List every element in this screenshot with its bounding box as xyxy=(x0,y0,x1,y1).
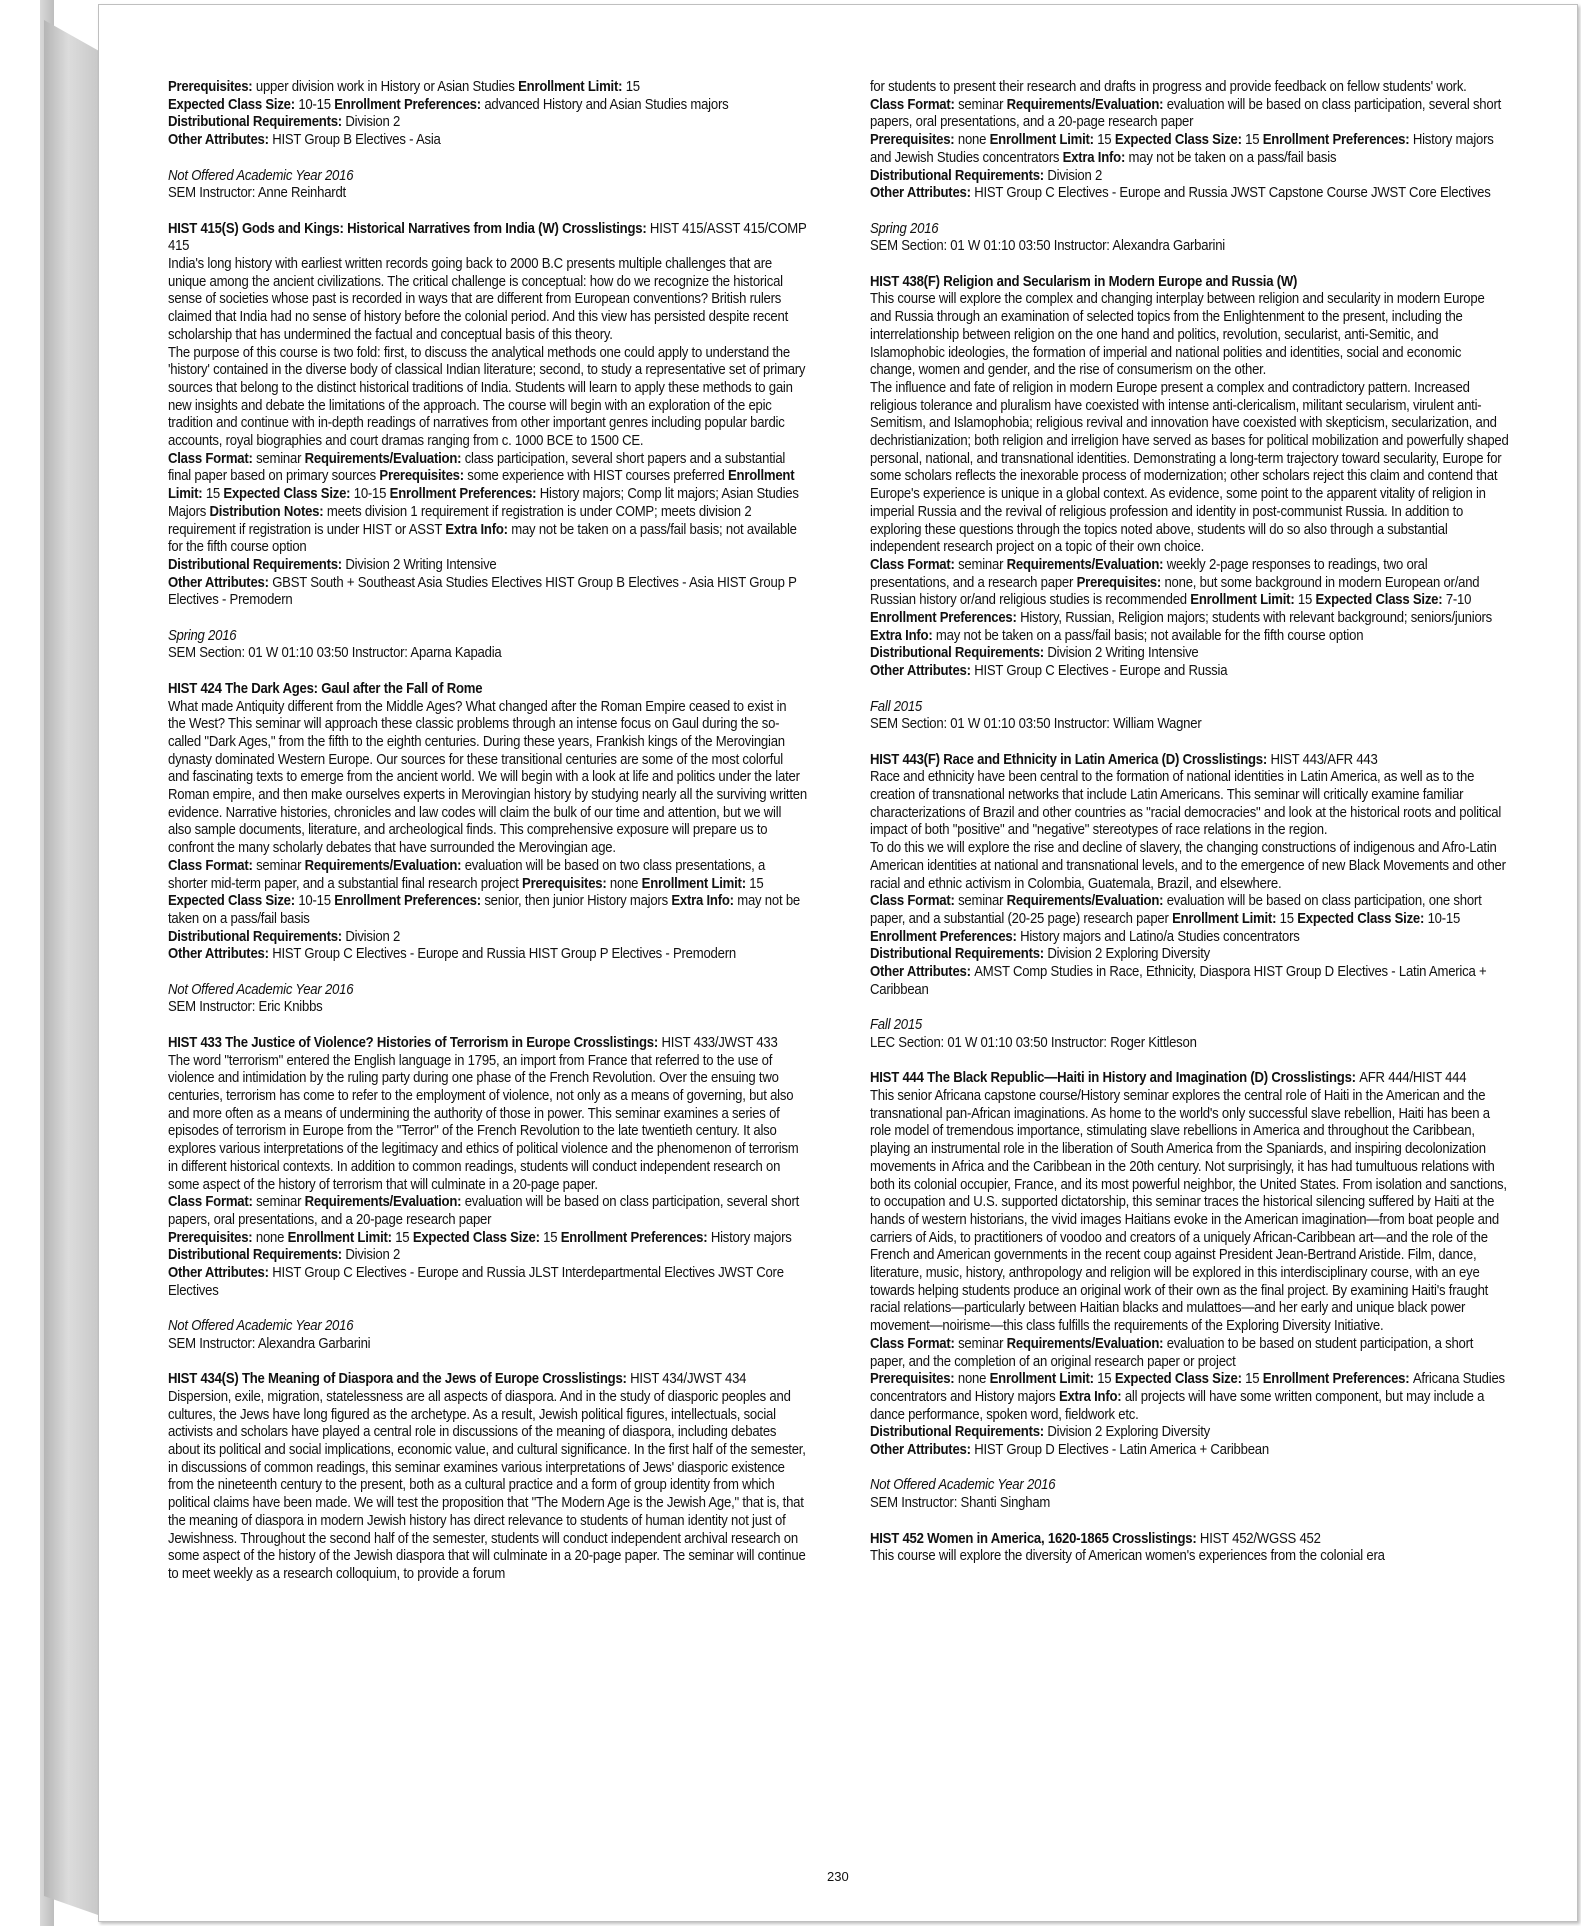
field-value: SEM Section: 01 W 01:10 03:50 Instructor: Alexandra Garbarini xyxy=(870,238,1225,255)
field-value: 15 xyxy=(1297,592,1316,609)
section-gap xyxy=(168,964,807,982)
field-label: Enrollment Limit: xyxy=(287,1229,396,1246)
field-value: 10-15 xyxy=(298,893,335,910)
course-text xyxy=(168,699,807,858)
field-label: Distributional Requirements: xyxy=(168,114,346,131)
field-value: HIST 452/WGSS 452 xyxy=(1199,1530,1321,1547)
field-label: Extra Info: xyxy=(445,521,512,538)
term-heading: Not Offered Academic Year 2016 xyxy=(870,1477,1056,1494)
course-text xyxy=(870,663,1509,681)
field-label: Requirements/Evaluation: xyxy=(304,857,465,874)
field-value: 7-10 xyxy=(1445,592,1472,609)
section-gap xyxy=(870,1053,1509,1071)
field-value: senior, then junior History majors xyxy=(484,893,672,910)
field-label: Enrollment Limit: xyxy=(518,79,626,95)
course-text xyxy=(870,168,1509,186)
field-label: HIST 452 Women in America, 1620-1865 Crosslistings: xyxy=(870,1530,1200,1547)
field-value: 15 xyxy=(205,486,224,503)
field-value: seminar xyxy=(958,1335,1007,1352)
course-text xyxy=(168,929,807,947)
field-value: evaluation will be based on class participation, several short papers, oral presentations, and a 20-page research paper xyxy=(870,96,1502,131)
field-value: 10-15 xyxy=(298,96,335,113)
field-label: Enrollment Limit: xyxy=(1172,910,1280,927)
field-label: Enrollment Limit: xyxy=(989,1371,1098,1388)
field-label: Prerequisites: xyxy=(522,875,610,892)
course-text xyxy=(870,291,1509,380)
field-value: none, but some background in modern European or/and Russian history or/and religious studies is recommended xyxy=(870,574,1480,609)
field-value: none xyxy=(957,132,990,149)
field-label: Enrollment Preferences: xyxy=(1262,132,1413,149)
term-heading: Spring 2016 xyxy=(168,627,237,644)
field-value: This course will explore the diversity of American women's experiences from the colonial era xyxy=(870,1548,1385,1565)
field-value: Division 2 xyxy=(345,114,401,131)
field-value: SEM Instructor: Eric Knibbs xyxy=(168,999,323,1016)
field-label: Enrollment Preferences: xyxy=(1262,1371,1413,1388)
section-gap xyxy=(168,663,807,681)
field-value: none xyxy=(609,875,642,892)
field-label: Expected Class Size: xyxy=(1114,1371,1246,1388)
field-label: Enrollment Preferences: xyxy=(334,96,485,113)
field-label: Extra Info: xyxy=(671,893,738,910)
field-label: HIST 438(F) Religion and Secularism in Modern Europe and Russia (W) xyxy=(870,273,1298,290)
field-label: Distributional Requirements: xyxy=(870,946,1048,963)
section-gap xyxy=(870,1513,1509,1531)
field-label: HIST 434(S) The Meaning of Diaspora and the Jews of Europe Crosslistings: xyxy=(168,1371,631,1388)
course-text xyxy=(870,557,1509,646)
field-label: Enrollment Preferences: xyxy=(334,893,485,910)
field-label: Class Format: xyxy=(870,556,959,573)
field-value: Division 2 Writing Intensive xyxy=(1047,645,1199,662)
field-label: Extra Info: xyxy=(1062,149,1129,166)
field-value: Division 2 xyxy=(1047,167,1103,184)
field-value: some experience with HIST courses preferred xyxy=(467,468,728,485)
field-value: 15 xyxy=(749,875,764,892)
course-title xyxy=(168,681,807,699)
book-spine xyxy=(44,20,98,1915)
field-value: GBST South + Southeast Asia Studies Electives HIST Group B Electives - Asia HIST Group P Electives - Premodern xyxy=(168,574,797,609)
field-label: Prerequisites: xyxy=(870,132,958,149)
field-value: HIST Group C Electives - Europe and Russia JWST Capstone Course JWST Core Electives xyxy=(974,185,1491,202)
field-value: evaluation will be based on class participation, several short papers, oral presentations, and a 20-page research paper xyxy=(168,1194,800,1228)
field-value: evaluation to be based on student participation, a short paper, and the completion of an original research paper or project xyxy=(870,1335,1474,1370)
course-text xyxy=(870,1548,1509,1566)
field-label: Requirements/Evaluation: xyxy=(1006,893,1167,910)
course-text xyxy=(870,716,1509,734)
field-value: History, Russian, Religion majors; students with relevant background; seniors/juniors xyxy=(1020,610,1493,627)
field-value: AMST Comp Studies in Race, Ethnicity, Diaspora HIST Group D Electives - Latin America + Caribbean xyxy=(870,964,1487,998)
field-label: Requirements/Evaluation: xyxy=(1006,1335,1167,1352)
course-text xyxy=(870,946,1509,964)
field-value: 15 xyxy=(1279,910,1298,927)
field-value: LEC Section: 01 W 01:10 03:50 Instructor: Roger Kittleson xyxy=(870,1034,1197,1051)
field-value: seminar xyxy=(256,857,305,874)
field-label: Class Format: xyxy=(168,1194,257,1211)
section-gap xyxy=(870,256,1509,274)
course-text xyxy=(168,575,807,610)
course-text xyxy=(168,1053,807,1195)
course-text xyxy=(870,964,1509,999)
field-value: Dispersion, exile, migration, statelessness are all aspects of diaspora. And in the study of diasporic peoples and cultures, the Jews have long figured as the archetype. As a result, Jewish political figures, intellectuals, social activists and scholars have played a central role in discussions of the meaning of diaspora, including debates about its political and social implications, economic value, and cultural significance. In the first half of the semester, in discussions of common readings, this seminar examines various interpretations of Jews' diasporic existence from the nineteenth century to the present, both as a cultural practice and a form of group identity from which political claims have been made. We will test the proposition that "The Modern Age is the Jewish Age," that is, that the meaning of diaspora in modern Jewish history has direct relevance to students of human identity not just of Jewishness. Throughout the second half of the semester, students will conduct independent archival research on some aspect of the history of the Jewish diaspora that will culminate in a 20-page paper. The seminar will continue to meet weekly as a research colloquium, to provide a forum xyxy=(168,1388,806,1582)
field-label: Expected Class Size: xyxy=(1114,132,1246,149)
course-text xyxy=(168,79,807,97)
field-label: Distributional Requirements: xyxy=(168,928,346,945)
course-title xyxy=(870,274,1509,292)
field-value: This course will explore the complex and changing interplay between religion and secularity in modern Europe and Russia through an examination of selected topics from the Enlightenment to the present, including the interrelationship between religion on the one hand and politics, revolution, secularist, anti-Semitic, and Islamophobic ideologies, the formation of imperial and national polities and identities, social and economic change, women and gender, and the rise of consumerism on the other. xyxy=(870,291,1485,379)
field-value: HIST Group B Electives - Asia xyxy=(272,132,441,149)
field-value: may not be taken on a pass/fail basis xyxy=(1128,149,1337,166)
field-value: all projects will have some written component, but may include a dance performance, spoken word, fieldwork etc. xyxy=(870,1388,1485,1423)
term-heading: Spring 2016 xyxy=(870,220,939,237)
course-text xyxy=(870,132,1509,167)
field-label: Other Attributes: xyxy=(870,964,975,981)
field-label: Other Attributes: xyxy=(168,574,273,591)
field-label: Requirements/Evaluation: xyxy=(304,1194,465,1211)
field-value: The word "terrorism" entered the English language in 1795, an import from France that referred to the use of violence and intimidation by the ruling party during one phase of the French Revolution. Over the ensuing two centuries, terrorism has come to refer to the employment of violence, not only as a means of governing, but also and more often as a means of undermining the authority of those in power. This seminar examines a series of episodes of terrorism in Europe from the "Terror" of the French Revolution to the late twentieth century. It also explores various interpretations of the legitimacy and ethics of political violence and the phenomenon of terrorism in different historical contexts. In addition to common readings, students will conduct independent research on some aspect of the history of terrorism that will culminate in a 20-page paper. xyxy=(168,1052,799,1193)
right-column xyxy=(870,79,1509,1566)
field-value: History majors and Latino/a Studies concentrators xyxy=(1020,928,1300,945)
field-label: Prerequisites: xyxy=(168,1229,256,1246)
field-label: Other Attributes: xyxy=(168,946,273,963)
course-text xyxy=(168,1265,807,1300)
field-label: Class Format: xyxy=(168,450,257,467)
field-label: Prerequisites: xyxy=(1076,574,1165,591)
field-value: seminar xyxy=(958,893,1007,910)
field-label: Enrollment Limit: xyxy=(1190,592,1298,609)
field-label: HIST 433 The Justice of Violence? Histories of Terrorism in Europe Crosslistings: xyxy=(168,1034,662,1051)
field-value: HIST Group C Electives - Europe and Russia xyxy=(974,663,1228,680)
field-label: Distributional Requirements: xyxy=(168,556,346,573)
course-title xyxy=(168,1035,807,1053)
field-value: Division 2 Exploring Diversity xyxy=(1047,1424,1210,1441)
course-text xyxy=(870,893,1509,946)
field-value: 15 xyxy=(1245,1371,1263,1388)
course-text xyxy=(168,999,807,1017)
course-text xyxy=(870,840,1509,893)
course-text xyxy=(870,1088,1509,1336)
field-value: SEM Section: 01 W 01:10 03:50 Instructor: William Wagner xyxy=(870,716,1202,733)
term-heading: Not Offered Academic Year 2016 xyxy=(168,981,354,998)
field-value: 10-15 xyxy=(1427,910,1461,927)
section-gap xyxy=(870,1460,1509,1478)
course-text xyxy=(870,1035,1509,1053)
field-value: Division 2 xyxy=(345,1247,401,1264)
field-label: HIST 443(F) Race and Ethnicity in Latin America (D) Crosslistings: xyxy=(870,751,1271,768)
field-value: HIST Group C Electives - Europe and Russia JLST Interdepartmental Electives JWST Core Electives xyxy=(168,1265,784,1299)
field-label: Other Attributes: xyxy=(168,1265,273,1282)
course-text xyxy=(168,858,807,929)
field-label: Expected Class Size: xyxy=(168,893,299,910)
course-title xyxy=(870,1531,1509,1549)
field-value: seminar xyxy=(256,450,305,467)
section-gap xyxy=(870,734,1509,752)
field-value: HIST 434/JWST 434 xyxy=(630,1371,747,1388)
course-text xyxy=(168,345,807,451)
field-value: SEM Section: 01 W 01:10 03:50 Instructor: Aparna Kapadia xyxy=(168,645,502,662)
course-text xyxy=(168,132,807,150)
field-value: none xyxy=(957,1371,990,1388)
course-text xyxy=(168,1389,807,1584)
course-text xyxy=(168,557,807,575)
course-text xyxy=(870,769,1509,840)
course-text xyxy=(168,1336,807,1354)
field-value: upper division work in History or Asian Studies xyxy=(255,79,519,95)
course-text xyxy=(168,114,807,132)
section-gap xyxy=(168,1354,807,1372)
field-value: weekly 2-page responses to readings, two oral presentations, and a research paper xyxy=(870,556,1428,591)
course-text xyxy=(168,645,807,663)
field-value: 15 xyxy=(1245,132,1263,149)
field-label: Extra Info: xyxy=(870,627,936,644)
field-value: HIST Group C Electives - Europe and Russia HIST Group P Electives - Premodern xyxy=(272,946,736,963)
course-text xyxy=(168,946,807,964)
field-label: Other Attributes: xyxy=(870,663,975,680)
field-label: Distributional Requirements: xyxy=(870,645,1048,662)
field-value: 15 xyxy=(1097,1371,1115,1388)
field-value: 15 xyxy=(543,1229,561,1246)
field-value: class participation, several short papers and a substantial final paper based on primary sources xyxy=(168,450,786,485)
course-text xyxy=(870,1495,1509,1513)
field-value: advanced History and Asian Studies majors xyxy=(484,96,729,113)
field-value: none xyxy=(255,1229,288,1246)
term-heading: Fall 2015 xyxy=(870,698,923,715)
field-label: Expected Class Size: xyxy=(1297,910,1428,927)
field-label: Class Format: xyxy=(870,96,959,113)
field-label: Requirements/Evaluation: xyxy=(304,450,465,467)
field-label: Distributional Requirements: xyxy=(168,1247,346,1264)
field-value: SEM Instructor: Shanti Singham xyxy=(870,1495,1051,1512)
field-value: The purpose of this course is two fold: first, to discuss the analytical methods one could apply to understand the 'history' contained in the diverse body of classical Indian literature; second, to study a representative set of primary sources that belong to the distinct historical traditions of India. Students will learn to apply these methods to gain new insights and debate the limitations of the approach. The course will begin with an exploration of the epic tradition and continue with in-depth readings of narratives from other important genres including popular bardic accounts, royal biographies and court dramas ranging from c. 1000 BCE to 1500 CE. xyxy=(168,344,806,450)
course-title xyxy=(168,221,807,256)
field-value: This senior Africana capstone course/History seminar explores the central role of Haiti in the American and the transnational pan-African imaginations. As home to the world's only successful slave rebellion, Haiti has been a role model of tremendous importance, stimulating slave rebellions in America and throughout the Caribbean, playing an instrumental role in the liberation of South America from the Spaniards, and inspiring decolonization movements in Africa and the Caribbean in the 20th century. Not surprisingly, it has had tumultuous relations with both its colonial occupier, France, and its most powerful neighbor, the United States. From isolation and sanctions, to occupation and U.S. supported dictatorship, this seminar traces the historical silencing suffered by Haiti at the hands of western historians, the vivid images Haitians evoke in the American imagination—from boat people and carriers of Aids, to practitioners of voodoo and creators of a uniquely African-Caribbean art—and the role of the French and American governments in the recent coup against President Jean-Bertrand Aristide. Film, dance, literature, music, history, anthropology and religion will be explored in this interdisciplinary course, with an eye towards helping students produce an original work of their own as the final project. By examining Haiti's fraught racial relations—particularly between Haitian blacks and mulattoes—and her early and unique black power movement—noirisme—this class fulfills the requirements of the Exploring Diversity Initiative. xyxy=(870,1087,1507,1335)
field-label: Expected Class Size: xyxy=(223,486,354,503)
field-label: Expected Class Size: xyxy=(1315,592,1446,609)
field-value: 15 xyxy=(625,79,640,95)
field-label: Enrollment Preferences: xyxy=(389,486,540,503)
section-gap xyxy=(870,203,1509,221)
term-heading: Not Offered Academic Year 2016 xyxy=(168,1318,354,1335)
course-text xyxy=(168,1194,807,1229)
field-label: HIST 424 The Dark Ages: Gaul after the Fall of Rome xyxy=(168,680,483,697)
field-value: SEM Instructor: Anne Reinhardt xyxy=(168,185,346,202)
field-value: What made Antiquity different from the Middle Ages? What changed after the Roman Empire ceased to exist in the West? This seminar will approach these classic problems through an intense focus on Gaul during the so-called "Dark Ages," from the fifth to the eighth centuries. During these years, Frankish kings of the Merovingian dynasty dominated Western Europe. Our sources for these transitional centuries are some of the most colorful and fascinating texts to emerge from the ancient world. We will begin with a look at life and politics under the later Roman empire, and then make ourselves experts in Merovingian history by studying nearly all the surviving written evidence. Narrative histories, chronicles and law codes will claim the bulk of our time and attention, but we will also sample documents, literature, and archeological finds. This comprehensive exposure will prepare us to confront the many scholarly debates that have surrounded the Merovingian age. xyxy=(168,698,807,857)
section-gap xyxy=(168,1017,807,1035)
field-value: To do this we will explore the rise and decline of slavery, the changing constructions of indigenous and Afro-Latin American identities at national and transnational levels, and to the emergence of new Black Movements and other racial and ethnic activism in Colombia, Guatemala, Brazil, and elsewhere. xyxy=(870,840,1506,892)
field-value: 10-15 xyxy=(353,486,390,503)
field-value: Division 2 xyxy=(345,928,401,945)
field-label: HIST 415(S) Gods and Kings: Historical Narratives from India (W) Crosslistings: xyxy=(168,220,650,237)
field-value: seminar xyxy=(958,556,1007,573)
course-text xyxy=(168,1230,807,1248)
field-label: Extra Info: xyxy=(1058,1388,1125,1405)
course-text xyxy=(870,79,1509,97)
course-text xyxy=(168,256,807,345)
field-label: Enrollment Preferences: xyxy=(560,1229,711,1246)
field-value: may not be taken on a pass/fail basis xyxy=(168,893,800,927)
field-value: HIST 443/AFR 443 xyxy=(1270,751,1378,768)
course-text xyxy=(870,185,1509,203)
field-value: Division 2 Writing Intensive xyxy=(345,556,497,573)
field-value: may not be taken on a pass/fail basis; not available for the fifth course option xyxy=(935,627,1364,644)
field-value: History majors and Jewish Studies concentrators xyxy=(870,132,1494,166)
field-value: The influence and fate of religion in modern Europe present a complex and contradictory pattern. Increased religious tolerance and pluralism have coexisted with intense anti-clericalism, militant secularism, virulent anti-Semitism, and Islamophobia; religious revival and innovation have coexisted with skepticism, secularization, and dechristianization; both religion and irreligion have served as bases for political mobilization and powerfully shaped personal, national, and transnational identities. Demonstrating a long-term trajectory toward secularity, Europe for some scholars reflects the inexorable process of modernization; other scholars reject this claim and contend that Europe's experience is unique in a global context. As evidence, some point to the apparent vitality of religion in imperial Russia and the revival of religious profession and identity in post-communist Russia. In addition to exploring these questions through the topics noted above, students will do so also through a substantial independent research project on a topic of their own choice. xyxy=(870,379,1509,556)
section-gap xyxy=(168,610,807,628)
field-label: Other Attributes: xyxy=(870,1442,975,1459)
section-gap xyxy=(168,203,807,221)
field-label: Enrollment Limit: xyxy=(641,875,750,892)
course-text xyxy=(870,1336,1509,1371)
field-value: SEM Instructor: Alexandra Garbarini xyxy=(168,1335,371,1352)
course-text xyxy=(870,645,1509,663)
field-value: AFR 444/HIST 444 xyxy=(1359,1070,1467,1087)
field-value: 15 xyxy=(1097,132,1115,149)
field-label: Enrollment Preferences: xyxy=(870,610,1021,627)
course-text xyxy=(870,380,1509,557)
field-label: Enrollment Limit: xyxy=(989,132,1098,149)
field-value: for students to present their research and drafts in progress and provide feedback on fellow students' work. xyxy=(870,79,1467,95)
field-value: Africana Studies concentrators and History majors xyxy=(870,1371,1505,1405)
page-number: 230 xyxy=(827,1869,849,1884)
field-label: Requirements/Evaluation: xyxy=(1006,96,1167,113)
course-text xyxy=(870,1371,1509,1424)
field-label: Distribution Notes: xyxy=(209,503,327,520)
field-value: History majors xyxy=(710,1229,792,1246)
field-label: Prerequisites: xyxy=(168,79,256,95)
course-text xyxy=(168,1247,807,1265)
term-heading: Not Offered Academic Year 2016 xyxy=(168,167,354,184)
field-label: Prerequisites: xyxy=(379,468,468,485)
course-text xyxy=(870,238,1509,256)
section-gap xyxy=(870,681,1509,699)
left-column xyxy=(168,79,807,1584)
section-gap xyxy=(168,1300,807,1318)
section-gap xyxy=(168,150,807,168)
course-text xyxy=(870,97,1509,132)
field-label: Class Format: xyxy=(870,893,959,910)
field-label: Class Format: xyxy=(870,1335,959,1352)
field-label: Distributional Requirements: xyxy=(870,1424,1048,1441)
course-title xyxy=(870,752,1509,770)
field-label: Expected Class Size: xyxy=(168,96,299,113)
course-text xyxy=(168,185,807,203)
field-value: Division 2 Exploring Diversity xyxy=(1047,946,1210,963)
field-value: History majors; Comp lit majors; Asian Studies Majors xyxy=(168,486,799,520)
field-label: Enrollment Limit: xyxy=(168,468,795,503)
field-value: may not be taken on a pass/fail basis; not available for the fifth course option xyxy=(168,521,797,556)
field-label: Other Attributes: xyxy=(168,132,273,149)
course-text xyxy=(870,1424,1509,1442)
course-text xyxy=(870,1442,1509,1460)
field-value: evaluation will be based on two class presentations, a shorter mid-term paper, and a substantial final research project xyxy=(168,857,766,892)
course-title xyxy=(168,1371,807,1389)
section-gap xyxy=(870,1000,1509,1018)
field-label: Class Format: xyxy=(168,857,257,874)
field-label: Expected Class Size: xyxy=(412,1229,544,1246)
field-label: Requirements/Evaluation: xyxy=(1006,556,1167,573)
field-value: India's long history with earliest written records going back to 2000 B.C presents multiple challenges that are unique among the ancient civilizations. The critical challenge is conceptual: how do we recognize the historical sense of societies whose past is recorded in ways that are different from European conventions? British rulers claimed that India had no sense of history before the colonial period. And this view has persisted despite recent scholarship that has undermined the factual and conceptual basis of this theory. xyxy=(168,256,789,343)
field-label: Other Attributes: xyxy=(870,185,975,202)
field-value: HIST 415/ASST 415/COMP 415 xyxy=(168,220,807,255)
field-label: HIST 444 The Black Republic—Haiti in History and Imagination (D) Crosslistings: xyxy=(870,1070,1360,1087)
field-value: meets division 1 requirement if registration is under COMP; meets division 2 requirement if registration is under HIST or ASST xyxy=(168,503,752,538)
field-value: HIST 433/JWST 433 xyxy=(661,1034,778,1051)
field-value: evaluation will be based on class participation, one short paper, and a substantial (20-25 page) research paper xyxy=(870,893,1482,927)
term-heading: Fall 2015 xyxy=(870,1017,923,1034)
course-text xyxy=(168,451,807,557)
field-label: Prerequisites: xyxy=(870,1371,958,1388)
field-value: Race and ethnicity have been central to the formation of national identities in Latin America, as well as to the creation of transnational networks that include Latin Americans. This seminar will critically examine familiar characterizations of Brazil and other countries as "racial democracies" and look at the historical roots and political impact of both "positive" and "negative" stereotypes of race relations in the region. xyxy=(870,769,1502,839)
field-label: Distributional Requirements: xyxy=(870,167,1048,184)
field-value: seminar xyxy=(958,96,1007,113)
field-value: HIST Group D Electives - Latin America + Caribbean xyxy=(974,1442,1269,1459)
field-label: Enrollment Preferences: xyxy=(870,928,1021,945)
field-value: seminar xyxy=(256,1194,305,1211)
field-value: 15 xyxy=(395,1229,413,1246)
course-title xyxy=(870,1070,1509,1088)
course-text xyxy=(168,97,807,115)
